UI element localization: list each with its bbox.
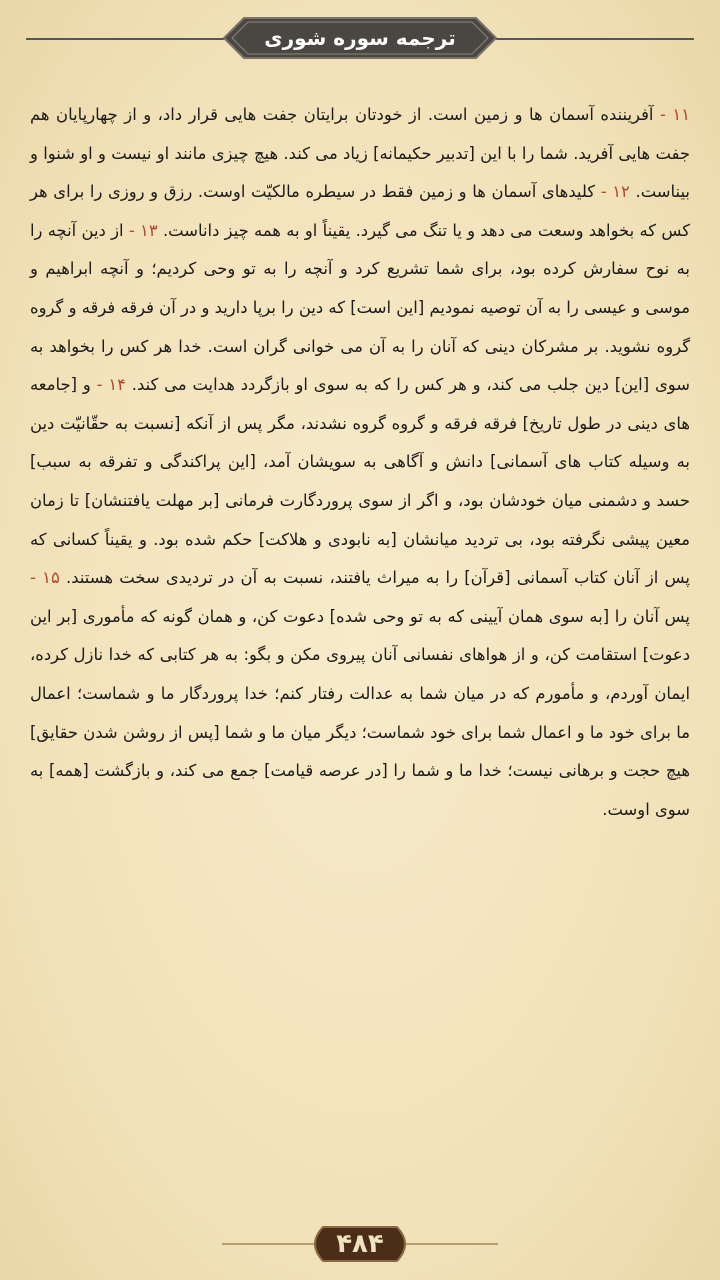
verse-number-13: ۱۳ -: [123, 220, 158, 240]
verse-number-15: ۱۵ -: [30, 568, 60, 588]
verse-number-14: ۱۴ -: [90, 375, 126, 395]
page-number: ۴۸۴: [336, 1229, 384, 1259]
verse-text-12: کلیدهای آسمان ها و زمین فقط در سیطره مالکیّت اوست. رزق و روزی را برای هر کس که بخواهد وسعت می دهد و یا تنگ می گیرد. یقیناً او به همه چیز داناست.: [30, 182, 691, 240]
page-number-badge: [305, 1225, 415, 1263]
verse-text-15: پس آنان را [به سوی همان آیینی که به تو وحی شده] دعوت کن، و همان گونه که مأموری [بر این دعوت] استقامت کن، و از هواهای نفسانی آنان پیروی مکن و بگو: به هر کتابی که خدا نازل کرده، ایمان آوردم، و مأمورم که در میان شما به عدالت رفتار کنم؛ خدا پروردگار ما و شماست؛ اعمال ما برای خود ما و اعمال شما برای خود شماست؛ دیگر میان ما و شما [پس از روشن شدن حقایق] هیچ حجت و برهانی نیست؛ خدا ما و شما را [در عرصه قیامت] جمع می کند، و بازگشت [همه] به سوی اوست.: [30, 606, 690, 819]
verse-text-11: آفریننده آسمان ها و زمین است. از خودتان برایتان جفت هایی قرار داد، و از چهارپایان هم جفت هایی آفرید. شما را با این [تدبیر حکیمانه] زیاد می کند. هیچ چیزی مانند او نیست و او شنوا و بیناست.: [30, 105, 690, 202]
verse-number-12: ۱۲ -: [595, 182, 630, 202]
translation-text: [30, 96, 690, 1206]
verse-number-11: ۱۱ -: [653, 105, 690, 124]
verse-text-13: از دین آنچه را به نوح سفارش کرده بود، برای شما تشریع کرد و آنچه را به تو وحی کردیم؛ و آنچه ابراهیم و موسی و عیسی را به آن توصیه نمودیم [این است] که دین را برپا دارید و در آن فرقه فرقه و گروه گروه نشوید. بر مشرکان دینی که آنان را به آن می خوانی گران است. خدا هر کس را بخواهد به سوی [این] دین جلب می کند، و هر کس را که به سوی او بازگردد هدایت می کند.: [30, 220, 690, 395]
verse-text-14: و [جامعه های دینی در طول تاریخ] فرقه فرقه و گروه گروه نشدند، مگر پس از آنکه [نسبت به حقّانیّت دین به وسیله کتاب های آسمانی] دانش و آگاهی به سویشان آمد، [این پراکندگی و تفرقه به سبب] حسد و دشمنی میان خودشان بود، و اگر از سوی پروردگارت فرمانی [بر مهلت یافتنشان] تا زمان معین پیشی نگرفته بود، بی تردید میانشان [به نابودی و هلاکت] حکم شده بود. و یقیناً کسانی که پس از آنان کتاب آسمانی [قرآن] را به میراث یافتند، نسبت به آن در تردیدی سخت هستند.: [30, 375, 690, 588]
surah-title: ترجمه سوره شوری: [264, 26, 456, 50]
surah-title-badge: [222, 16, 498, 60]
